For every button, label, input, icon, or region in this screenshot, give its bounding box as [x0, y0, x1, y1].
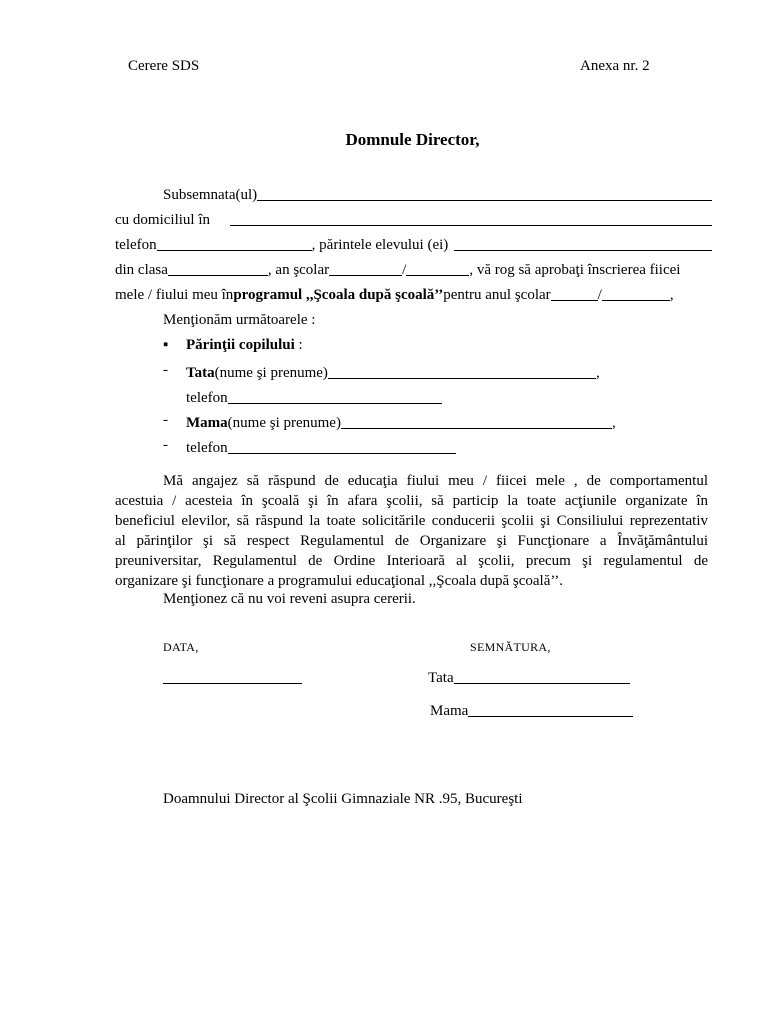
school-year-label: , an şcolar: [267, 262, 330, 278]
dash-phone: -: [163, 437, 168, 453]
address-label: cu domiciliul în: [115, 212, 210, 228]
mama-name-field[interactable]: [341, 414, 612, 429]
dash-mama: -: [163, 412, 168, 428]
tata-signature-field[interactable]: [454, 669, 630, 684]
tata-label: Tata: [186, 365, 215, 381]
commitment-line-6: organizare şi funcţionare a programului educaţional ,,Şcoala după şcoală’’.: [115, 573, 564, 589]
commitment-line-4: al părinţilor şi să respect Regulamentul de Organizare şi Funcţionare a Învăţământului: [115, 533, 708, 549]
form-line-class: [115, 259, 712, 279]
mama-signature-line: [430, 700, 640, 720]
phone-field[interactable]: [157, 236, 312, 251]
mama-signature-label: Mama: [430, 703, 469, 719]
header-left: Cerere SDS: [128, 58, 200, 74]
address-field[interactable]: [230, 211, 712, 226]
program-comma: ,: [669, 287, 674, 303]
tata-line: [186, 362, 616, 382]
class-label: din clasa: [115, 262, 168, 278]
form-line-phone: [115, 234, 712, 254]
signature-label: SEMNĂTURA,: [470, 640, 551, 654]
mama-phone-label: telefon: [186, 440, 228, 456]
tata-signature-label: Tata: [428, 670, 454, 686]
date-label: DATA,: [163, 640, 199, 654]
program-intro: mele / fiului meu în: [115, 287, 234, 303]
tata-phone-label: telefon: [186, 390, 228, 406]
mama-phone-line: [186, 437, 486, 457]
addressee: Doamnului Director al Şcolii Gimnaziale NR .95, Bucureşti: [163, 791, 523, 807]
commitment-line-3: beneficiul elevilor, să răspund la toate solicitările conducerii şcolii şi Consiliului reprezentativ: [115, 513, 708, 529]
tata-signature-line: [428, 667, 638, 687]
school-year-start-field[interactable]: [329, 261, 402, 276]
student-name-field[interactable]: [454, 236, 712, 251]
mama-line: [186, 412, 656, 432]
tata-name-field[interactable]: [328, 364, 596, 379]
form-line-name: [115, 184, 712, 204]
program-year-separator: /: [597, 287, 602, 303]
mama-hint: (nume şi prenume): [227, 415, 341, 431]
program-year-end-field[interactable]: [602, 286, 670, 301]
tata-phone-field[interactable]: [228, 389, 442, 404]
mama-phone-field[interactable]: [228, 439, 456, 454]
commitment-line-5: preuniversitar, Regulamentul de Ordine Interioară al şcolii, precum şi regulamentul de: [115, 553, 708, 569]
phone-label: telefon: [115, 237, 157, 253]
date-field[interactable]: [163, 666, 302, 684]
dash-tata: -: [163, 362, 168, 378]
school-year-end-field[interactable]: [406, 261, 469, 276]
tata-comma: ,: [595, 365, 600, 381]
mention-label: Menţionăm următoarele :: [163, 312, 316, 328]
name-field[interactable]: [257, 186, 712, 201]
mama-comma: ,: [611, 415, 616, 431]
mama-signature-field[interactable]: [468, 702, 633, 717]
request-text: , vă rog să aprobaţi înscrierea fiicei: [469, 262, 681, 278]
tata-hint: (nume şi prenume): [214, 365, 328, 381]
class-field[interactable]: [168, 261, 268, 276]
salutation: Domnule Director,: [345, 130, 480, 149]
parent-of-label: , părintele elevului (ei): [311, 237, 449, 253]
tata-phone-line: [186, 387, 486, 407]
closing-statement: Menţionez că nu voi reveni asupra cererii.: [163, 591, 416, 607]
form-line-address: [115, 209, 712, 229]
commitment-line-1: Mă angajez să răspund de educaţia fiului meu / fiicei mele , de comportamentul: [163, 473, 708, 489]
commitment-line-2: acestuia / acesteia în şcoală şi în afara şcolii, să particip la toate acţiunile organizate în: [115, 493, 708, 509]
program-year-start-field[interactable]: [551, 286, 598, 301]
year-separator: /: [402, 262, 407, 278]
name-label: Subsemnata(ul): [163, 187, 258, 203]
bullet-icon: ▪: [163, 337, 169, 353]
program-year-label: pentru anul şcolar: [443, 287, 551, 303]
program-name: programul ,,Şcoala după şcoală’’: [233, 287, 444, 303]
header-right: Anexa nr. 2: [580, 58, 650, 74]
form-line-program: [115, 284, 712, 304]
parents-heading: Părinţii copilului :: [186, 337, 303, 353]
mama-label: Mama: [186, 415, 228, 431]
